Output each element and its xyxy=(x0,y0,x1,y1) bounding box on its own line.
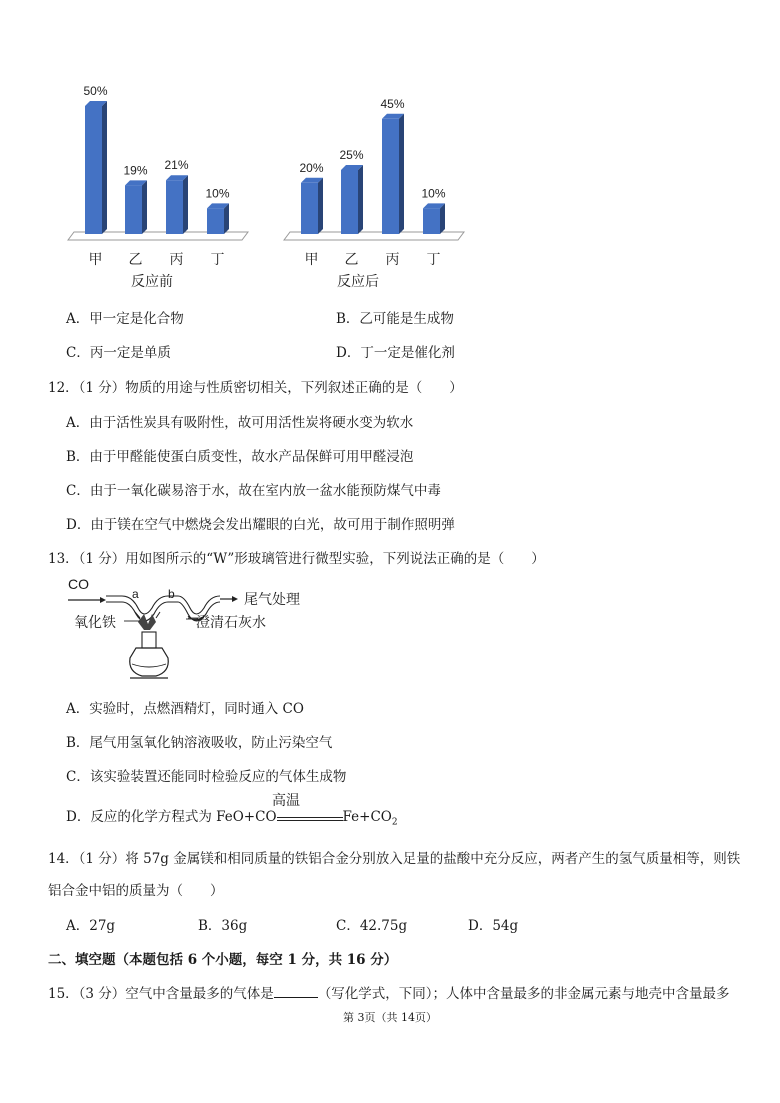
bar-value-label: 10% xyxy=(421,186,446,201)
q11-option-d: D．丁一定是催化剂 xyxy=(336,345,455,361)
q15-text-after: （写化学式，下同）；人体中含量最多的非金属元素与地壳中含量最多 xyxy=(317,986,730,1002)
bar-value-label: 10% xyxy=(205,186,230,201)
q13-option-a: A．实验时，点燃酒精灯，同时通入 CO xyxy=(66,701,304,717)
chart-before-reaction xyxy=(60,72,260,302)
bar-chart-before xyxy=(60,72,260,302)
q15-text-before: 15．（3 分）空气中含量最多的气体是 xyxy=(48,986,274,1002)
q14-line-2: 铝合金中铝的质量为（ ） xyxy=(48,883,224,899)
category-label: 甲 xyxy=(304,251,319,267)
q12-option-c: C．由于一氧化碳易溶于水，故在室内放一盆水能预防煤气中毒 xyxy=(66,483,441,499)
category-label: 丙 xyxy=(169,251,184,267)
bar-丙 xyxy=(166,175,188,234)
category-label: 甲 xyxy=(88,251,103,267)
q12-option-b: B．由于甲醛能使蛋白质变性，故水产品保鲜可用甲醛浸泡 xyxy=(66,449,414,465)
bar-value-label: 25% xyxy=(339,148,364,162)
q13-option-b: B．尾气用氢氧化钠溶液吸收，防止污染空气 xyxy=(66,735,333,751)
bar-value-label: 19% xyxy=(123,163,148,178)
category-label: 丁 xyxy=(210,251,225,267)
bar-value-label: 20% xyxy=(299,160,324,175)
category-label: 乙 xyxy=(344,251,359,267)
q12-option-a: A．由于活性炭具有吸附性，故可用活性炭将硬水变为软水 xyxy=(66,415,414,431)
q13-option-d-product: Fe+CO xyxy=(342,809,392,825)
bar-乙 xyxy=(341,165,363,234)
q14-option-a: A．27g xyxy=(66,918,116,934)
reaction-condition: 高温 xyxy=(272,792,300,808)
bar-chart-after xyxy=(276,72,476,302)
chart-before-title: 反应前 xyxy=(131,273,173,289)
bar-value-label: 45% xyxy=(380,96,405,111)
bar-value-label: 50% xyxy=(83,84,108,98)
bar-丙 xyxy=(382,114,404,234)
q13-option-d xyxy=(66,805,398,828)
q14-option-b: B．36g xyxy=(198,918,248,934)
q11-option-c: C．丙一定是单质 xyxy=(66,345,171,361)
co-label: CO xyxy=(68,576,89,592)
tube-a-label: a xyxy=(132,587,139,601)
category-label: 乙 xyxy=(128,251,143,267)
equals-line-bottom xyxy=(277,820,343,821)
category-label: 丁 xyxy=(426,251,441,267)
category-label: 丙 xyxy=(385,251,400,267)
q12-stem: 12．（1 分）物质的用途与性质密切相关，下列叙述正确的是（ ） xyxy=(48,380,463,396)
equals-line-top xyxy=(277,817,343,818)
iron-oxide-label: 氧化铁 xyxy=(74,614,116,630)
bar-value-label: 21% xyxy=(164,158,189,173)
q13-option-d-subscript: 2 xyxy=(391,817,398,828)
q15-line xyxy=(48,982,730,1002)
q13-option-d-prefix: D．反应的化学方程式为 FeO+CO xyxy=(66,809,277,825)
q13-stem: 13．（1 分）用如图所示的“W”形玻璃管进行微型实验，下列说法正确的是（ ） xyxy=(48,551,545,567)
chart-after-title: 反应后 xyxy=(337,273,379,289)
bar-丁 xyxy=(207,203,229,234)
q14-line-1: 14．（1 分）将 57g 金属镁和相同质量的铁铝合金分别放入足量的盐酸中充分反应，两者产生的氢气质量相等，则铁 xyxy=(48,851,741,867)
q14-option-d: D．54g xyxy=(468,918,519,934)
bar-甲 xyxy=(301,178,323,234)
q14-option-c: C．42.75g xyxy=(336,918,408,934)
section-2-heading: 二、填空题（本题包括 6 个小题，每空 1 分，共 16 分） xyxy=(48,952,398,968)
bar-乙 xyxy=(125,180,147,234)
tube-b-label: b xyxy=(168,587,175,601)
reaction-arrow xyxy=(277,809,343,825)
page-footer: 第 3页（共 14页） xyxy=(343,1011,437,1024)
bar-丁 xyxy=(423,203,445,234)
q13-option-c: C．该实验装置还能同时检验反应的气体生成物 xyxy=(66,769,347,785)
chart-after-reaction xyxy=(276,72,476,302)
limewater-label: 澄清石灰水 xyxy=(196,614,266,630)
tail-gas-label: 尾气处理 xyxy=(244,591,300,607)
q15-answer-blank xyxy=(274,985,318,998)
bar-甲 xyxy=(85,101,107,234)
q11-option-b: B．乙可能是生成物 xyxy=(336,311,454,327)
q12-option-d: D．由于镁在空气中燃烧会发出耀眼的白光，故可用于制作照明弹 xyxy=(66,517,455,533)
q11-option-a: A．甲一定是化合物 xyxy=(66,311,184,327)
